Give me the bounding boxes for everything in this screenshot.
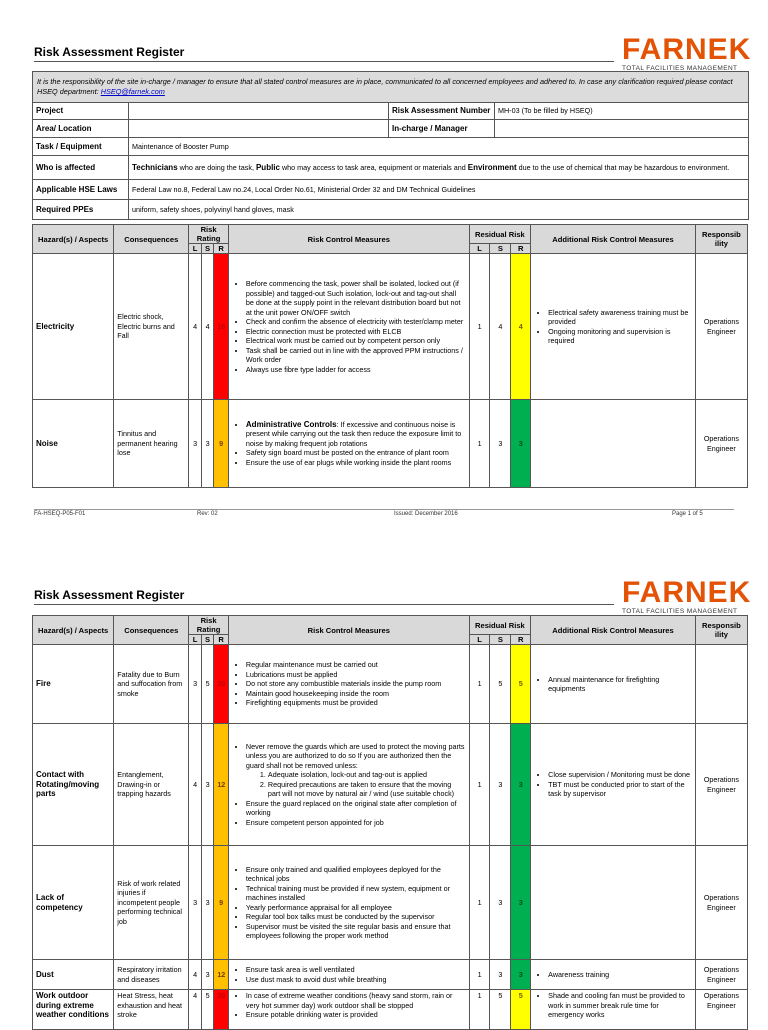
controls-list	[232, 991, 466, 1020]
list-item: • Ensure competent person appointed for job	[246, 818, 466, 828]
residual-r-cell: 3	[511, 400, 531, 488]
area-value	[129, 120, 389, 138]
list-item: • Awareness training	[548, 970, 692, 980]
residual-l-cell: 1	[469, 254, 490, 400]
ra-number-value: MH-03 (To be filled by HSEQ)	[495, 103, 749, 120]
area-label: Area/ Location	[33, 120, 129, 138]
consequence-cell: Electric shock, Electric burns and Fall	[114, 254, 189, 400]
consequence-cell: Heat Stress, heat exhaustion and heat stroke	[114, 990, 189, 1030]
likelihood-cell: 3	[189, 400, 202, 488]
list-item: • In case of extreme weather conditions (heavy sand storm, rain or very hot summer day) work outdoor shall be stopped	[246, 991, 466, 1010]
residual-r-cell: 3	[511, 724, 531, 846]
list-item: • Do not store any combustible materials inside the pump room	[246, 679, 466, 689]
table-row	[33, 960, 748, 990]
list-item: • Yearly performance appraisal for all employee	[246, 903, 466, 913]
severity-cell: 5	[201, 645, 214, 724]
affected-technicians: Technicians	[132, 162, 178, 172]
list-item: • Check and confirm the absence of electricity with tester/clamp meter	[246, 317, 466, 327]
table-row	[33, 254, 748, 400]
consequence-cell: Risk of work related injuries if incompetent people performing technical job	[114, 846, 189, 960]
ppe-value: uniform, safety shoes, polyvinyl hand gloves, mask	[129, 200, 749, 220]
additional-list	[534, 308, 692, 346]
list-item: • Close supervision / Monitoring must be done	[548, 770, 692, 780]
likelihood-cell: 3	[189, 645, 202, 724]
hazard-cell: Fire	[33, 645, 114, 724]
list-item: • Task shall be carried out in line with the approved PPM instructions / Work order	[246, 346, 466, 365]
additional-list	[534, 970, 692, 980]
responsibility-cell	[695, 645, 747, 724]
consequence-cell: Fatality due to Burn and suffocation from smoke	[114, 645, 189, 724]
col-l: L	[189, 635, 202, 645]
risk-score-cell: 20	[214, 990, 229, 1030]
list-item: • Ensure task area is well ventilated	[246, 965, 466, 975]
list-item: • Electric connection must be protected with ELCB	[246, 327, 466, 337]
additional-cell	[531, 846, 696, 960]
controls-list	[232, 420, 466, 468]
hazard-cell: Dust	[33, 960, 114, 990]
header-rule	[34, 61, 614, 62]
additional-list	[534, 770, 692, 799]
consequence-cell: Entanglement, Drawing-in or trapping hazards	[114, 724, 189, 846]
additional-cell	[531, 724, 696, 846]
col-residual-l: L	[469, 244, 490, 254]
col-residual-s: S	[490, 635, 511, 645]
list-item: • Safety sign board must be posted on the entrance of plant room	[246, 448, 466, 458]
logo-wordmark: FARNEK	[622, 33, 752, 66]
admin-controls-text: : If excessive and continuous noise is present while carrying out the task then reduce the exposure limit to noise by making frequent job rotations	[245, 419, 462, 448]
hazard-cell: Electricity	[33, 254, 114, 400]
col-residual: Residual Risk	[469, 616, 531, 635]
col-r: R	[214, 244, 229, 254]
additional-cell	[531, 254, 696, 400]
col-additional: Additional Risk Control Measures	[531, 225, 696, 254]
residual-l-cell: 1	[469, 645, 490, 724]
affected-environment: Environment	[467, 162, 517, 172]
residual-s-cell: 4	[490, 254, 511, 400]
additional-cell	[531, 645, 696, 724]
likelihood-cell: 4	[189, 960, 202, 990]
list-item: • Lubrications must be applied	[246, 670, 466, 680]
controls-list	[232, 742, 466, 828]
col-controls: Risk Control Measures	[228, 225, 469, 254]
task-value: Maintenance of Booster Pump	[129, 138, 749, 156]
hazard-cell: Contact with Rotating/moving parts	[33, 724, 114, 846]
ppe-label: Required PPEs	[33, 200, 129, 220]
affected-public: Public	[255, 162, 280, 172]
guard-conditions-list	[246, 770, 466, 799]
col-residual-l: L	[469, 635, 490, 645]
task-label: Task / Equipment	[33, 138, 129, 156]
col-hazard: Hazard(s) / Aspects	[33, 225, 114, 254]
additional-cell	[531, 960, 696, 990]
severity-cell: 3	[201, 400, 214, 488]
residual-s-cell: 3	[490, 400, 511, 488]
additional-cell	[531, 400, 696, 488]
list-item: • Use dust mask to avoid dust while breathing	[246, 975, 466, 985]
controls-cell	[228, 960, 469, 990]
info-table	[32, 71, 749, 220]
list-item: • TBT must be conducted prior to start of the task by supervisor	[548, 780, 692, 799]
footer-page: Page 1 of 5	[672, 511, 703, 517]
project-value	[129, 103, 389, 120]
list-item: • Regular tool box talks must be conducted by the supervisor	[246, 912, 466, 922]
project-label: Project	[33, 103, 129, 120]
risk-score-cell: 20	[214, 645, 229, 724]
hazard-cell: Work outdoor during extreme weather conditions	[33, 990, 114, 1030]
footer-rule	[34, 509, 734, 510]
footer-rev: Rev: 02	[197, 511, 218, 517]
col-l: L	[189, 244, 202, 254]
company-logo	[622, 576, 752, 615]
table-row	[33, 400, 748, 488]
controls-list	[232, 279, 466, 374]
list-item: • Ongoing monitoring and supervision is required	[548, 327, 692, 346]
residual-s-cell: 3	[490, 724, 511, 846]
residual-l-cell: 1	[469, 846, 490, 960]
list-item: • Ensure the use of ear plugs while working inside the plant rooms	[246, 458, 466, 468]
list-item: 2. Required precautions are taken to ensure that the moving part will not move by natural air / wind (use suitable chock)	[268, 780, 466, 799]
risk-table-page-2	[32, 615, 748, 1030]
table-row	[33, 645, 748, 724]
residual-s-cell: 5	[490, 645, 511, 724]
list-item: • Shade and cooling fan must be provided to work in summer break rule time for emergency works	[548, 991, 692, 1020]
guard-rule-text: Never remove the guards which are used to protect the moving parts unless you are authorized to do so If you are authorized then the guard shall not be removed unless:	[245, 741, 465, 770]
header-rule	[34, 604, 614, 605]
residual-r-cell: 5	[511, 990, 531, 1030]
severity-cell: 3	[201, 846, 214, 960]
controls-cell	[228, 724, 469, 846]
severity-cell: 4	[201, 254, 214, 400]
list-item	[246, 742, 466, 799]
list-item: • Supervisor must be visited the site regular basis and ensure that employees following the proper work method	[246, 922, 466, 941]
page-title: Risk Assessment Register	[34, 45, 185, 59]
risk-score-cell: 9	[214, 846, 229, 960]
col-risk-rating: Risk Rating	[189, 616, 229, 635]
residual-s-cell: 3	[490, 960, 511, 990]
likelihood-cell: 4	[189, 724, 202, 846]
affected-value	[129, 156, 749, 180]
residual-r-cell: 4	[511, 254, 531, 400]
col-residual-s: S	[490, 244, 511, 254]
responsibility-cell: Operations Engineer	[695, 400, 747, 488]
list-item	[246, 420, 466, 449]
footer-issued: Issued: December 2016	[394, 511, 458, 517]
list-item: • Ensure potable drinking water is provided	[246, 1010, 466, 1020]
residual-l-cell: 1	[469, 400, 490, 488]
affected-text-2: who may access to task area, equipment or materials and	[279, 162, 468, 172]
ra-number-label: Risk Assessment Number	[389, 103, 495, 120]
col-s: S	[201, 244, 214, 254]
residual-r-cell: 3	[511, 960, 531, 990]
list-item: • Technical training must be provided if new system, equipment or machines installed	[246, 884, 466, 903]
additional-list	[534, 675, 692, 694]
col-hazard: Hazard(s) / Aspects	[33, 616, 114, 645]
page-2	[0, 560, 768, 1024]
risk-table-page-1	[32, 224, 748, 488]
company-logo	[622, 33, 752, 72]
col-residual-r: R	[511, 635, 531, 645]
responsibility-cell: Operations Engineer	[695, 254, 747, 400]
laws-value: Federal Law no.8, Federal Law no.24, Local Order No.61, Ministerial Order 32 and DM Technical Guidelines	[129, 180, 749, 200]
incharge-label: In-charge / Manager	[389, 120, 495, 138]
affected-label: Who is affected	[33, 156, 129, 180]
residual-l-cell: 1	[469, 990, 490, 1030]
severity-cell: 3	[201, 960, 214, 990]
col-responsibility: Responsib ility	[695, 225, 747, 254]
list-item: • Regular maintenance must be carried out	[246, 660, 466, 670]
risk-score-cell: 9	[214, 400, 229, 488]
incharge-value	[495, 120, 749, 138]
severity-cell: 5	[201, 990, 214, 1030]
residual-l-cell: 1	[469, 960, 490, 990]
risk-score-cell: 16	[214, 254, 229, 400]
responsibility-cell: Operations Engineer	[695, 724, 747, 846]
controls-list	[232, 965, 466, 984]
controls-cell	[228, 645, 469, 724]
table-row	[33, 846, 748, 960]
col-responsibility: Responsib ility	[695, 616, 747, 645]
col-r: R	[214, 635, 229, 645]
responsibility-cell: Operations Engineer	[695, 846, 747, 960]
list-item: • Ensure the guard replaced on the original state after completion of working	[246, 799, 466, 818]
responsibility-cell: Operations Engineer	[695, 990, 747, 1030]
consequence-cell: Respiratory irritation and diseases	[114, 960, 189, 990]
logo-wordmark: FARNEK	[622, 576, 752, 609]
table-row	[33, 724, 748, 846]
page-footer	[34, 511, 734, 521]
page-title: Risk Assessment Register	[34, 588, 185, 602]
list-item: • Maintain good housekeeping inside the room	[246, 689, 466, 699]
col-additional: Additional Risk Control Measures	[531, 616, 696, 645]
col-consequences: Consequences	[114, 225, 189, 254]
likelihood-cell: 4	[189, 254, 202, 400]
logo-tagline: TOTAL FACILITIES MANAGEMENT	[622, 608, 738, 615]
list-item: • Annual maintenance for firefighting equipments	[548, 675, 692, 694]
hazard-cell: Lack of competency	[33, 846, 114, 960]
hseq-email-link[interactable]: HSEQ@farnek.com	[100, 87, 165, 96]
responsibility-cell: Operations Engineer	[695, 960, 747, 990]
controls-list	[232, 865, 466, 941]
severity-cell: 3	[201, 724, 214, 846]
col-residual-r: R	[511, 244, 531, 254]
list-item: • Electrical safety awareness training must be provided	[548, 308, 692, 327]
notice-text: It is the responsibility of the site in-charge / manager to ensure that all stated control measures are in place, communicated to all concerned employees and adhered to. In case any clarification required please contact HSEQ department:	[37, 77, 733, 96]
list-item: 1. Adequate isolation, lock-out and tag-out is applied	[268, 770, 466, 780]
likelihood-cell: 4	[189, 990, 202, 1030]
col-s: S	[201, 635, 214, 645]
list-item: • Firefighting equipments must be provided	[246, 698, 466, 708]
col-controls: Risk Control Measures	[228, 616, 469, 645]
additional-list	[534, 991, 692, 1020]
risk-score-cell: 12	[214, 960, 229, 990]
affected-text-3: due to the use of chemical that may be hazardous to environment.	[516, 162, 730, 172]
likelihood-cell: 3	[189, 846, 202, 960]
laws-label: Applicable HSE Laws	[33, 180, 129, 200]
list-item: • Before commencing the task, power shall be isolated, locked out (if possible) and tagged-out Such isolation, lock-out and tag-out shall be done at the supply point in the relevant distribution board but not at the unit power ON/OFF switch	[246, 279, 466, 317]
residual-r-cell: 5	[511, 645, 531, 724]
consequence-cell: Tinnitus and permanent hearing lose	[114, 400, 189, 488]
controls-list	[232, 660, 466, 708]
controls-cell	[228, 846, 469, 960]
residual-s-cell: 5	[490, 990, 511, 1030]
logo-tagline: TOTAL FACILITIES MANAGEMENT	[622, 65, 738, 72]
admin-controls-label: Administrative Controls	[245, 419, 337, 429]
residual-l-cell: 1	[469, 724, 490, 846]
residual-s-cell: 3	[490, 846, 511, 960]
responsibility-notice	[33, 72, 749, 103]
col-residual: Residual Risk	[469, 225, 531, 244]
list-item: • Electrical work must be carried out by competent person only	[246, 336, 466, 346]
list-item: • Ensure only trained and qualified employees deployed for the technical jobs	[246, 865, 466, 884]
residual-r-cell: 3	[511, 846, 531, 960]
affected-text-1: who are doing the task,	[177, 162, 256, 172]
col-risk-rating: Risk Rating	[189, 225, 229, 244]
risk-score-cell: 12	[214, 724, 229, 846]
controls-cell	[228, 400, 469, 488]
col-consequences: Consequences	[114, 616, 189, 645]
list-item: • Always use fibre type ladder for access	[246, 365, 466, 375]
footer-doc-id: FA-HSEQ-P05-F01	[34, 511, 86, 517]
controls-cell	[228, 254, 469, 400]
hazard-cell: Noise	[33, 400, 114, 488]
